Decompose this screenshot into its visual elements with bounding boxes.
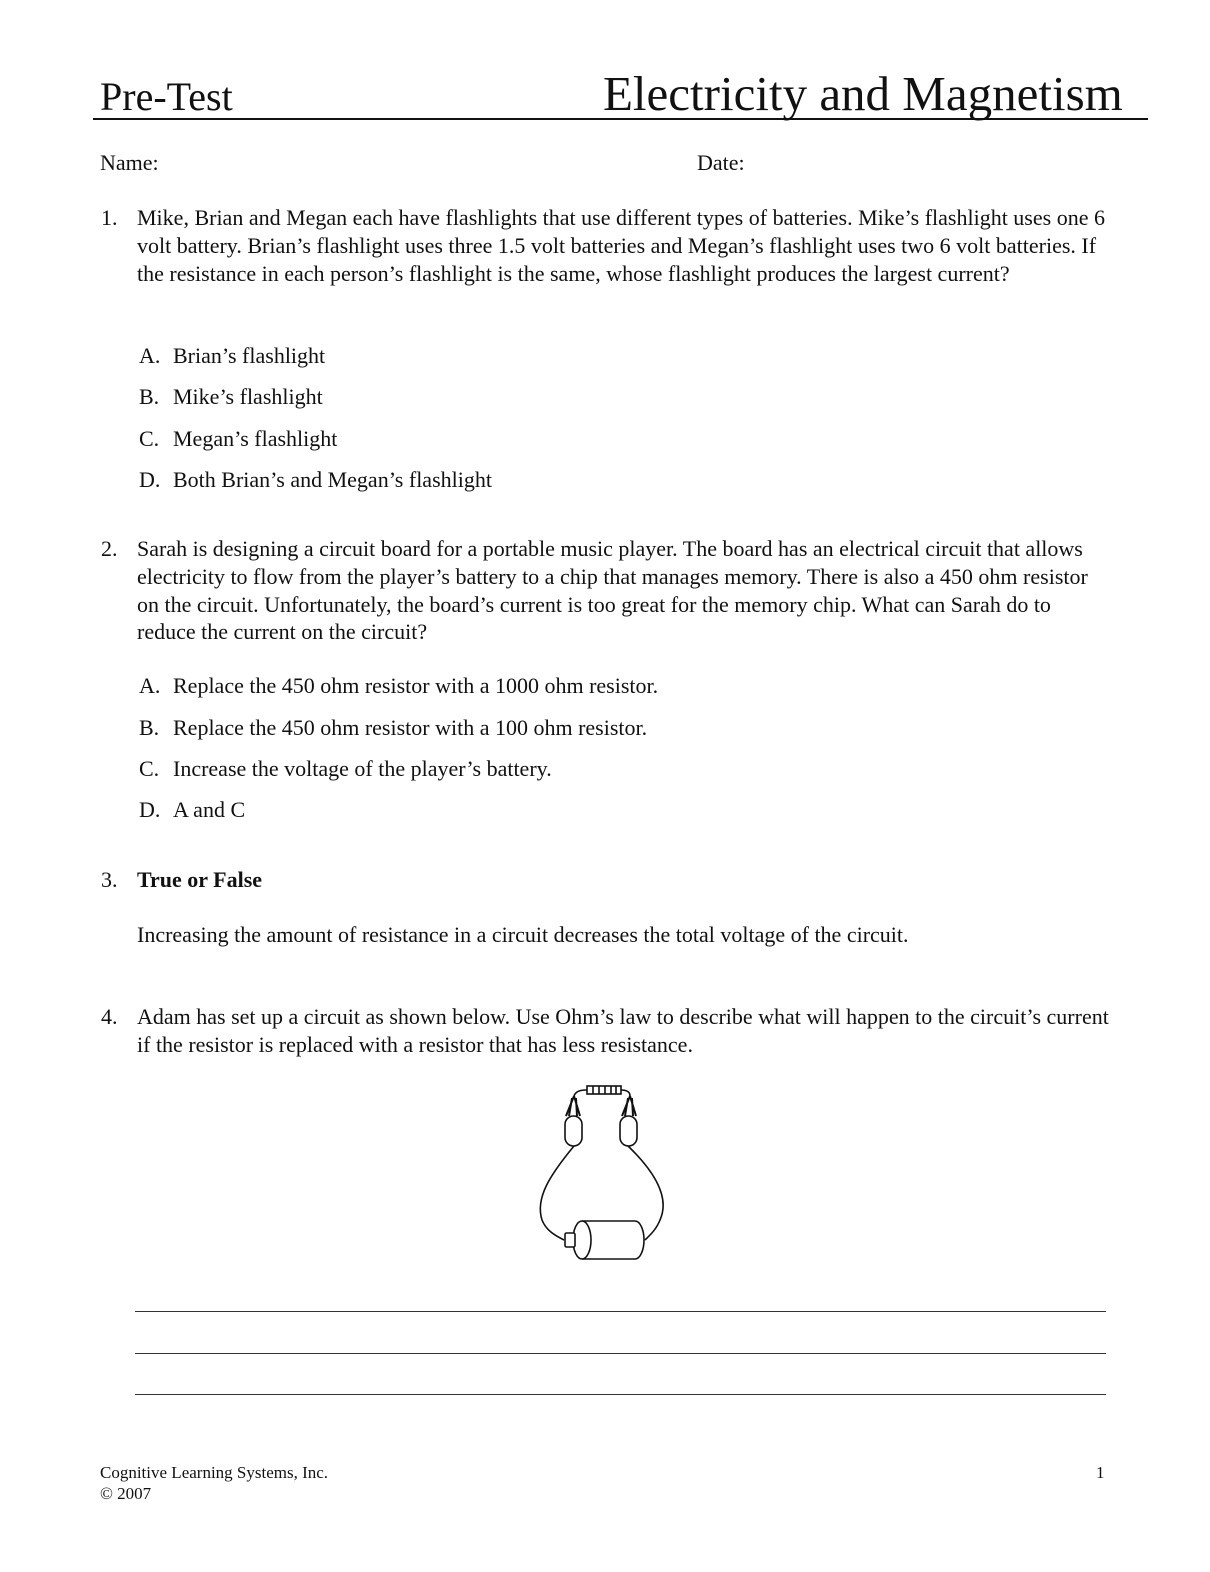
option-text: Brian’s flashlight bbox=[173, 343, 326, 368]
option-text: Both Brian’s and Megan’s flashlight bbox=[173, 467, 492, 492]
question-number: 1. bbox=[101, 205, 118, 230]
answer-line-3[interactable] bbox=[135, 1394, 1106, 1395]
option-text: Mike’s flashlight bbox=[173, 384, 323, 409]
option-d[interactable] bbox=[139, 466, 492, 494]
option-text: Replace the 450 ohm resistor with a 1000 ohm resistor. bbox=[173, 673, 659, 698]
question-text: Mike, Brian and Megan each have flashlights that use different types of batteries. Mike’s flashlight uses one 6 volt battery. Brian’s flashlight uses three 1.5 volt batteries and Megan’s flashlight uses two 6 volt batteries. If the resistance in each person’s flashlight is the same, whose flashlight produces the largest current? bbox=[137, 205, 1105, 286]
question-heading: True or False bbox=[137, 867, 263, 892]
option-d[interactable] bbox=[139, 796, 245, 824]
name-label: Name: bbox=[100, 150, 159, 175]
option-letter: B. bbox=[139, 384, 160, 409]
option-letter: D. bbox=[139, 467, 161, 492]
question-text: Sarah is designing a circuit board for a portable music player. The board has an electrical circuit that allows electricity to flow from the player’s battery to a chip that manages memory. There is also a 450 ohm resistor on the circuit. Unfortunately, the board’s current is too great for the memory chip. What can Sarah do to reduce the current on the circuit? bbox=[137, 536, 1088, 645]
footer-company: Cognitive Learning Systems, Inc. bbox=[100, 1463, 329, 1482]
option-letter: A. bbox=[139, 343, 161, 368]
option-text: Replace the 450 ohm resistor with a 100 ohm resistor. bbox=[173, 715, 648, 740]
question-text: Increasing the amount of resistance in a circuit decreases the total voltage of the circuit. bbox=[137, 922, 909, 947]
footer-copyright: © 2007 bbox=[100, 1484, 152, 1503]
option-c[interactable] bbox=[139, 755, 552, 783]
circuit-diagram bbox=[530, 1080, 670, 1265]
option-letter: C. bbox=[139, 756, 160, 781]
option-b[interactable] bbox=[139, 714, 647, 742]
header-rule bbox=[93, 118, 1148, 120]
question-number: 4. bbox=[101, 1004, 118, 1029]
option-text: Increase the voltage of the player’s battery. bbox=[173, 756, 552, 781]
option-letter: D. bbox=[139, 797, 161, 822]
question-number: 3. bbox=[101, 867, 118, 892]
option-c[interactable] bbox=[139, 425, 337, 453]
option-a[interactable] bbox=[139, 672, 658, 700]
question-text: Adam has set up a circuit as shown below. Use Ohm’s law to describe what will happen to the circuit’s current if the resistor is replaced with a resistor that has less resistance. bbox=[137, 1004, 1109, 1057]
page-number: 1 bbox=[1096, 1463, 1105, 1482]
answer-line-1[interactable] bbox=[135, 1311, 1106, 1312]
circuit-icon bbox=[530, 1080, 670, 1265]
option-letter: B. bbox=[139, 715, 160, 740]
pretest-label: Pre-Test bbox=[100, 74, 233, 119]
answer-line-2[interactable] bbox=[135, 1353, 1106, 1354]
option-letter: C. bbox=[139, 426, 160, 451]
option-a[interactable] bbox=[139, 342, 325, 370]
option-letter: A. bbox=[139, 673, 161, 698]
question-number: 2. bbox=[101, 536, 118, 561]
option-b[interactable] bbox=[139, 383, 323, 411]
option-text: A and C bbox=[173, 797, 246, 822]
page-title: Electricity and Magnetism bbox=[603, 66, 1123, 121]
date-label: Date: bbox=[697, 150, 745, 175]
option-text: Megan’s flashlight bbox=[173, 426, 338, 451]
